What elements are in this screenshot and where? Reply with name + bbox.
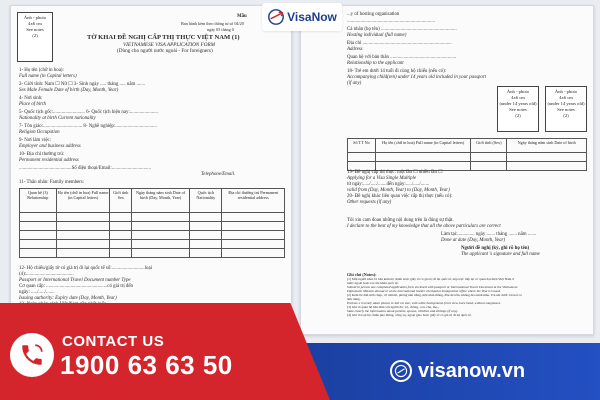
field-hosting-individual: Cá nhân (họ tên) .............................................................. xyxy=(347,27,457,32)
photo-label: Ảnh - photo xyxy=(23,15,47,20)
child-header-dob: Ngày tháng năm sinh Date of birth xyxy=(507,139,587,153)
field-place-of-birth-en: Place of birth xyxy=(19,102,46,107)
field-passport: 12- Hộ chiếu/giấy tờ có giá trị đi lại quốc tế số:...........................loại xyxy=(19,266,152,271)
child-photo-box-2 xyxy=(545,86,587,132)
note-line-6: ảnh riêng. xyxy=(347,297,361,301)
place-date-en: Done at date (Day, Month, Year) xyxy=(441,238,506,243)
field-full-name-en: Full name (in Capital letters) xyxy=(19,74,77,79)
family-header-address: Địa chỉ thường trú Permanent residential address xyxy=(222,189,285,213)
note-line-3: Submit in person one completed application form enclosed with passport or International Travel Document at the Vietnamese xyxy=(347,285,518,289)
field-place-of-birth: 4- Nơi sinh: xyxy=(19,96,43,101)
note-line-10: (4) Ghi rõ loại hộ chiếu phổ thông, công vụ, ngoại giao hoặc giấy tờ có giá trị đi lại quốc tế. xyxy=(347,313,472,317)
child-photo-label: Ảnh - photo xyxy=(506,89,530,94)
visa-form-page-2 xyxy=(300,5,594,335)
photo-notes: See notes xyxy=(26,27,44,32)
phone-call-button[interactable] xyxy=(10,333,54,377)
child-photo-size: 4x6 cm xyxy=(559,95,573,100)
child-header-name: Họ tên (chữ in hoa) Full name (in Capital letters) xyxy=(375,139,471,153)
signature-label-vn: Người đề nghị (ký, ghi rõ họ tên) xyxy=(461,246,530,251)
form-title-note: (Dùng cho người nước ngoài - For foreigners) xyxy=(117,48,213,54)
phone-icon xyxy=(19,342,45,368)
child-photo-label: Ảnh - photo xyxy=(554,89,578,94)
field-full-name: 1- Họ tên (chữ in hoa): xyxy=(19,68,64,73)
field-hosting-org: ...y of hosting organisation xyxy=(347,12,400,17)
child-header-no: Số TT No xyxy=(348,139,376,153)
family-header-nationality: Quốc tịch Nationality xyxy=(190,189,222,213)
photo-size: 4x6 cm xyxy=(28,21,42,26)
field-visa-type-en: Applying for a Visa Single Multiple xyxy=(347,176,417,181)
field-visa-validity: từ ngày:...../...../.......đến ngày:...../...../....... xyxy=(347,182,430,187)
note-line-2: nước ngoài hoặc tại cửa khẩu quốc tế. xyxy=(347,281,399,285)
hotline-number[interactable]: 1900 63 63 50 xyxy=(60,350,233,380)
photo-note-number: (2) xyxy=(32,33,38,38)
child-photo-notes: See notes xyxy=(509,107,527,112)
field-employer: 9- Nơi làm việc: xyxy=(19,138,52,143)
signature-label-en: The applicant 's signature and full name xyxy=(461,252,540,257)
field-expiry: ngày: ...../...../....... xyxy=(19,290,55,295)
field-telephone: ...........................................Số điện thoại/Email:................................ xyxy=(19,166,151,171)
field-religion-occupation-en: Religion Occupation xyxy=(19,130,60,135)
field-children-en: Accompanying child(ren) under 14 years old included in your passport (if any) xyxy=(347,75,487,86)
family-members-table xyxy=(19,188,285,258)
field-host-address-en: Address xyxy=(347,47,363,52)
field-relationship-en: Relationship to the applicant xyxy=(347,61,404,66)
child-photo-note-number: (2) xyxy=(515,113,521,118)
field-passport-type: (4):....................................... xyxy=(19,272,74,277)
family-header-relationship: Quan hệ (3) Relationship xyxy=(20,189,57,213)
field-religion-occupation: 7- Tôn giáo:................................ 8- Nghề nghiệp:.................................. xyxy=(19,124,157,129)
form-title-en: VIETNAMESE VISA APPLICATION FORM xyxy=(123,42,215,48)
issuance-note: Ban hành kèm theo thông tư số 04/20 xyxy=(181,21,244,26)
declaration-vn: Tôi xin cam đoan những nội dung trên là đúng sự thật. xyxy=(347,218,454,223)
issuance-date: ngày 05 tháng 0 xyxy=(207,27,234,32)
photo-box xyxy=(17,12,53,62)
family-header-dob: Ngày tháng năm sinh Date of birth (Day, Month, Year) xyxy=(132,189,190,213)
note-line-8: (3) Ghi rõ quan hệ bản thân với người đó: vợ, chồng, con, cha, mẹ... xyxy=(347,305,440,309)
visa-form-page-1 xyxy=(10,5,292,325)
note-line-1: (1) Mỗi người khai 01 bản kèm hộ chiếu hoặc giấy tờ có giá trị đi lại quốc tế, nộp trực tiếp tại cơ quan đại diện Việt Nam ở xyxy=(347,277,514,281)
field-hosting-org-address: ........................................................................ xyxy=(347,19,436,24)
child-photo-notes: See notes xyxy=(557,107,575,112)
family-header-full-name: Họ tên (chữ in hoa) Full name (in Capital letters) xyxy=(56,189,110,213)
family-header-sex: Giới tính Sex xyxy=(110,189,132,213)
field-other-requests: 20- Đề nghị khác liên quan việc cấp thị thực (nếu có): xyxy=(347,194,453,199)
field-host-address: Địa chỉ ......................................................................... xyxy=(347,41,452,46)
field-family-members: 11- Thân nhân: Family members: xyxy=(19,180,85,185)
field-sex-dob-en: Sex Male Female Date of birth (Day, Month, Year) xyxy=(19,88,119,93)
form-code: Mẫu xyxy=(237,14,247,19)
child-photo-box-1 xyxy=(497,86,539,132)
field-address-en: Permanent residential address xyxy=(19,158,79,163)
globe-icon xyxy=(390,360,412,382)
form-title-vn: TỜ KHAI ĐỀ NGHỊ CẤP THỊ THỰC VIỆT NAM (1) xyxy=(87,34,240,41)
child-header-sex: Giới tính (Sex) xyxy=(471,139,507,153)
field-issuing: Cơ quan cấp: ..................................................có giá trị đến xyxy=(19,284,133,289)
logo-text: VisaNow xyxy=(287,10,337,24)
place-date: Làm tại:.............. ngày ....... tháng ....... năm ....... xyxy=(441,232,537,237)
note-line-4: Diplomatic Mission abroad or at the international border checkpoint immigration office where the Visa is issued. xyxy=(347,289,501,293)
field-other-requests-en: Other requests (if any) xyxy=(347,200,392,205)
child-photo-note-number: (2) xyxy=(563,113,569,118)
field-children: 18- Trẻ em dưới 14 tuổi đi cùng hộ chiếu (nếu có): xyxy=(347,69,447,74)
field-nationality-en: Nationality at birth Current nationality xyxy=(19,116,96,121)
visanow-logo[interactable] xyxy=(262,3,342,31)
child-photo-age: (under 14 years old) xyxy=(547,101,585,106)
note-line-9: State clearly the information about parents, spouse, children and siblings (if any). xyxy=(347,309,459,313)
field-address: 10- Địa chỉ thường trú: xyxy=(19,152,65,157)
child-photo-size: 4x6 cm xyxy=(511,95,525,100)
declaration-en: I declare to the best of my knowledge that all the above particulars are correct xyxy=(347,224,501,229)
child-photo-age: (under 14 years old) xyxy=(499,101,537,106)
field-nationality: 5- Quốc tịch gốc:.......................... 6- Quốc tịch hiện nay:....................... xyxy=(19,110,158,115)
field-telephone-en: Telephone/Email. xyxy=(201,172,236,177)
field-hosting-individual-en: Hosting individual (full name) xyxy=(347,33,407,38)
globe-plane-icon xyxy=(267,8,285,26)
field-visa-type: 19- Đề nghị cấp thị thực: một lần ☐ nhiều lần ☐ xyxy=(347,170,443,175)
field-visa-validity-en: valid from (Day, Month, Year) to (Day, Month, Year) xyxy=(347,188,450,193)
contact-us-label: CONTACT US xyxy=(62,333,165,350)
field-employer-en: Employer and business address xyxy=(19,144,81,149)
notes-title: Ghi chú (Notes): xyxy=(347,272,377,277)
field-issuing-en: Issuing authority: Expiry date (Day, Month, Year) xyxy=(19,296,117,301)
field-relationship: Quan hệ với bản thân ...................................................... xyxy=(347,55,457,60)
children-table xyxy=(347,138,587,171)
note-line-7: Enclose 2 recently taken photos in 4x6 cm size, with white background, front view, bare head, without sunglasses. xyxy=(347,301,501,305)
note-line-5: (2) Kèm 02 ảnh mới chụp, cỡ 4x6cm, phông nền trắng, mặt nhìn thẳng, đầu để trần, không đeo kính màu. Trẻ em dưới 14 tuổi có xyxy=(347,293,522,297)
website-link[interactable]: visanow.vn xyxy=(418,360,526,382)
field-passport-en: Passport or International Travel Document number Type xyxy=(19,278,131,283)
field-sex-dob: 2- Giới tính: Nam ☐ Nữ ☐ 3- Sinh ngày ..... tháng ..... năm ....... xyxy=(19,82,146,87)
